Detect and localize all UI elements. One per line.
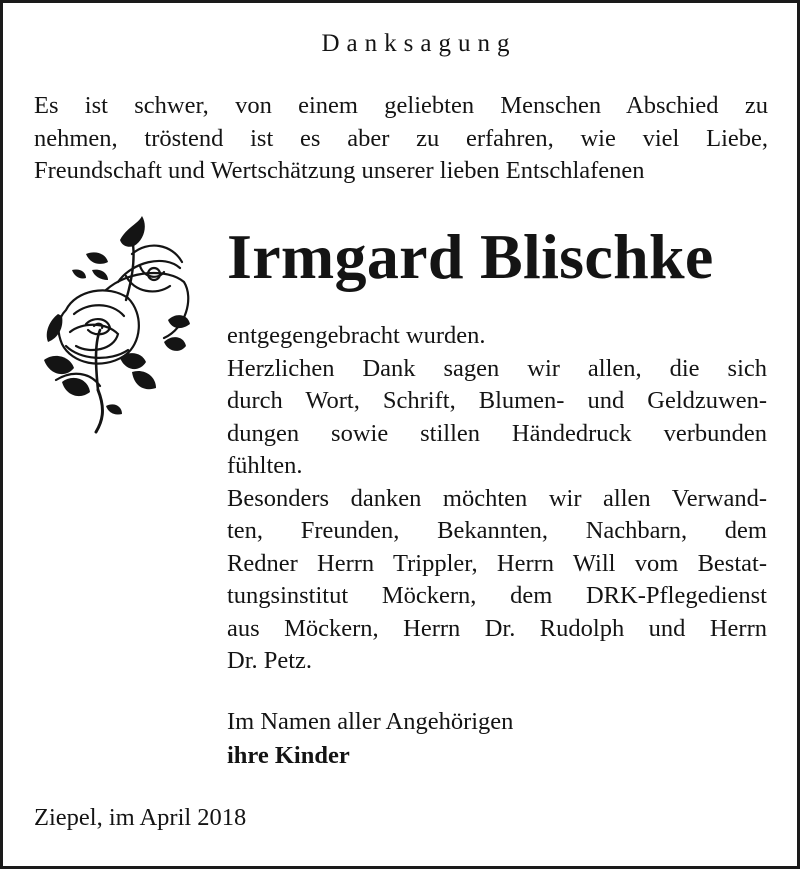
notice-heading: Danksagung xyxy=(321,30,517,57)
body-line: entgegengebracht wurden. xyxy=(227,322,486,349)
place-date: Ziepel, im April 2018 xyxy=(34,804,247,831)
intro-paragraph xyxy=(34,90,768,188)
signature-block xyxy=(227,705,513,773)
body-line: Herzlichen Dank sagen wir allen, die sich xyxy=(227,354,767,382)
body-line: fühlten. xyxy=(227,452,303,479)
intro-line: nehmen, tröstend ist es aber zu erfahren, wie viel Liebe, xyxy=(34,124,768,152)
body-line: ten, Freunden, Bekannten, Nachbarn, dem xyxy=(227,517,767,544)
body-line: Redner Herrn Trippler, Herrn Will vom Bestat- xyxy=(227,549,767,577)
intro-line: Es ist schwer, von einem geliebten Menschen Abschied zu xyxy=(34,92,768,119)
signature-intro: Im Namen aller Angehörigen xyxy=(227,708,514,735)
body-line: durch Wort, Schrift, Blumen- und Geldzuwen- xyxy=(227,387,767,414)
signature-children: ihre Kinder xyxy=(227,742,350,769)
body-line: tungsinstitut Möckern, dem DRK-Pflegedienst xyxy=(227,582,767,609)
rose-icon xyxy=(36,210,196,434)
body-line: aus Möckern, Herrn Dr. Rudolph und Herrn xyxy=(227,614,767,642)
body-line: Besonders danken möchten wir allen Verwand- xyxy=(227,484,767,512)
body-line: Dr. Petz. xyxy=(227,647,313,674)
body-line: dungen sowie stillen Händedruck verbunden xyxy=(227,419,767,447)
intro-line: Freundschaft und Wertschätzung unserer lieben Entschlafenen xyxy=(34,157,645,184)
deceased-name: Irmgard Blischke xyxy=(227,221,714,292)
body-paragraph xyxy=(227,320,767,678)
